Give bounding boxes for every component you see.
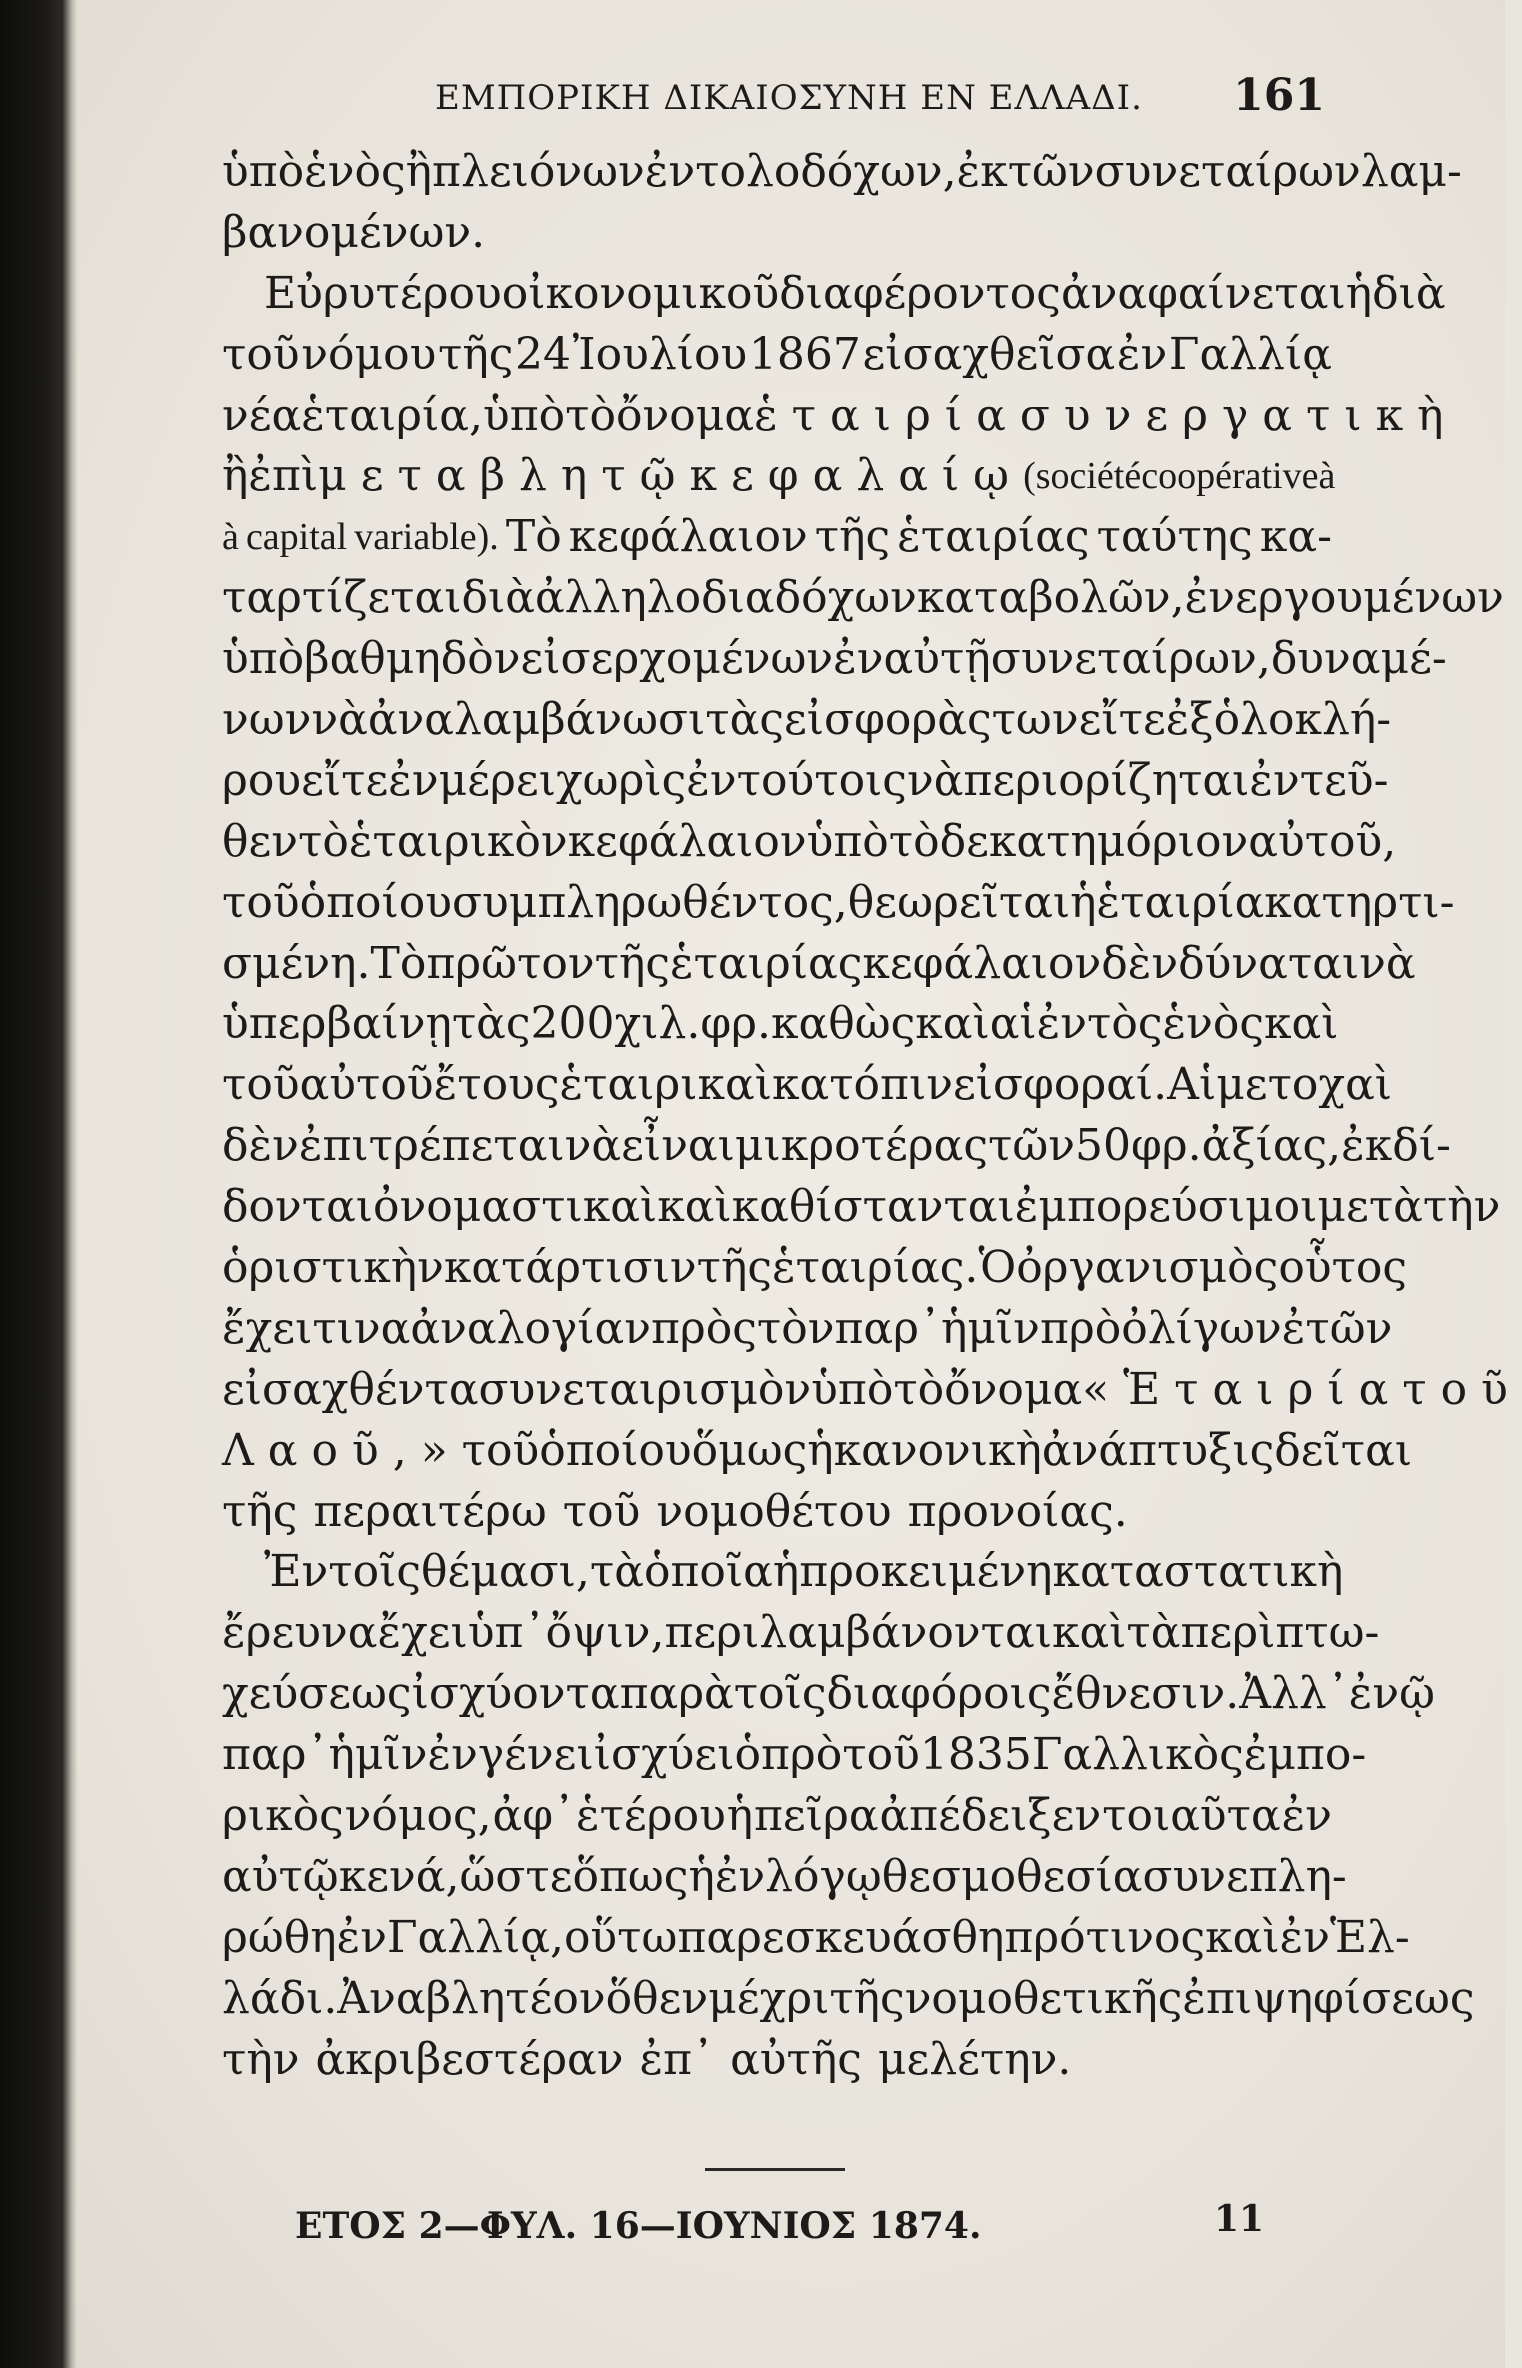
word: ἡμῖν <box>328 1729 428 1781</box>
text-line <box>222 386 1458 447</box>
word: ἰσχύοντα <box>411 1668 620 1720</box>
word: διαφόροις <box>826 1668 1052 1720</box>
word: τοῦ <box>562 1485 641 1537</box>
word: πλειόνων <box>432 146 645 197</box>
word: (société <box>1023 455 1142 498</box>
word: τῆς <box>222 1485 298 1537</box>
word: βαθμηδὸν <box>304 633 521 685</box>
word: χωρὶς <box>555 754 687 806</box>
word: εἰσαχθέντα <box>222 1363 479 1415</box>
word: ἡ <box>772 1546 800 1598</box>
word: ἑταιρικὸν <box>348 815 568 867</box>
word: αὐτῇ <box>883 633 991 685</box>
word: ὑπὸ <box>222 633 305 685</box>
word: νέα <box>222 389 302 441</box>
word: νόμου <box>301 328 437 380</box>
word: καὶ <box>657 1181 732 1233</box>
word: ἐν <box>1281 1790 1332 1842</box>
word: τὸ <box>893 1363 945 1415</box>
word: ἑταιρία <box>1096 876 1265 928</box>
word: αὐτῷ <box>222 1850 339 1902</box>
word: ἀναφαίνεται <box>1060 267 1346 319</box>
word: αὐτοῦ <box>299 1059 434 1111</box>
word: τῶν <box>1007 146 1095 197</box>
word: θεωρεῖται <box>847 876 1071 928</box>
word: ἐξ <box>1165 694 1214 746</box>
word: συνεταίρων <box>1094 146 1361 197</box>
word: ἑτέρου <box>575 1790 726 1842</box>
word: τὰ <box>589 1546 644 1598</box>
text-line <box>222 1603 1380 1664</box>
word: ὑπὸ <box>483 389 566 441</box>
word: αὐτοῦ, <box>1248 815 1397 867</box>
text-line <box>222 1177 1501 1238</box>
word: Γαλλίᾳ, <box>386 1911 564 1963</box>
word: τὰς <box>705 694 784 746</box>
word: ἡ <box>1070 876 1097 928</box>
book-spine-shadow <box>0 0 78 2368</box>
word: ἐν <box>336 1911 387 1963</box>
word: πρὸς <box>650 1302 757 1354</box>
word: τὸ <box>298 815 349 867</box>
word: θέμασι, <box>421 1546 590 1598</box>
word: ἡ <box>688 1850 715 1902</box>
word: ἰσχύει <box>593 1729 735 1781</box>
word: παρ᾽ <box>222 1729 329 1781</box>
word: ὀργανισμὸς <box>1016 1242 1279 1294</box>
word: εἰσφοραί. <box>952 1059 1168 1111</box>
word: Τὸ <box>370 937 427 989</box>
word: οἰκονομικοῦ <box>501 267 780 319</box>
word: μεταβλητῷ <box>318 450 690 502</box>
word: τινος <box>1085 1911 1206 1963</box>
word: περιλαμβάνονται <box>664 1607 1052 1659</box>
word: ὄψιν, <box>545 1607 665 1659</box>
word: Τὸ <box>505 511 562 563</box>
word: coopérative <box>1141 455 1319 498</box>
word: θεσμοθεσία <box>881 1850 1143 1902</box>
word: ὁποίου <box>539 1424 692 1476</box>
word: Ἑλ- <box>1329 1911 1410 1963</box>
word: νόμος, <box>344 1790 492 1842</box>
word: ἐντεῦ- <box>1249 754 1389 806</box>
word: τοῦ <box>842 1729 920 1781</box>
word: ὑπ᾽ <box>467 1607 546 1659</box>
word: ἀναλαμβάνωσι <box>367 694 706 746</box>
word: εἶναι <box>621 1120 735 1172</box>
text-line <box>222 812 1397 873</box>
word: ἔχει <box>222 1302 313 1354</box>
word: ὁποῖα <box>643 1546 773 1598</box>
word: τοῦ <box>461 1424 540 1476</box>
word: δεῖται <box>1274 1424 1413 1476</box>
word: ὅθεν <box>605 1972 709 2024</box>
word: εἴτε <box>301 754 389 806</box>
word: φρ. <box>1130 1120 1202 1172</box>
word: ἐκ <box>956 146 1008 197</box>
word: συμπληρωθέντος, <box>451 876 848 928</box>
word: ἐπὶ <box>248 450 319 502</box>
word: ὑπὸ <box>806 815 889 867</box>
text-line <box>222 2030 1332 2091</box>
word: μελέτην. <box>877 2033 1072 2085</box>
word: μετοχαὶ <box>1216 1059 1393 1111</box>
word: πεῖρα <box>754 1790 879 1842</box>
word: ὑπὸ <box>222 146 305 197</box>
word: οὕτω <box>563 1911 678 1963</box>
word: προκειμένη <box>799 1546 1053 1598</box>
text-line <box>222 203 1332 264</box>
word: καταβολῶν, <box>916 572 1185 624</box>
word: Λαοῦ,» <box>222 1424 462 1476</box>
word: τὸ <box>888 815 940 867</box>
word: Ἐν <box>264 1546 329 1598</box>
footer-sheet-number: 11 <box>1214 2198 1265 2240</box>
word: τοῦ <box>222 876 300 928</box>
word: ἡ <box>807 1424 834 1476</box>
word: ὄνομα <box>616 389 755 441</box>
word: καθίστανται <box>731 1181 1015 1233</box>
word: τοῦ <box>1402 1363 1522 1415</box>
text-line <box>222 1542 1344 1603</box>
word: κατηρτι- <box>1264 876 1455 928</box>
word: καὶ <box>1264 998 1339 1050</box>
word: ἐμπο- <box>1243 1729 1367 1781</box>
footer-signature: ΕΤΟΣ 2—ΦΥΛ. 16—ΙΟΥΝΙΟΣ 1874. <box>295 2205 982 2247</box>
text-line <box>222 1482 1332 1543</box>
word: σμένη. <box>222 937 371 989</box>
word: μέρει <box>438 754 556 806</box>
word: ἡμῖν <box>940 1302 1040 1354</box>
word: λόγῳ <box>765 1850 882 1902</box>
word: παρ᾽ <box>834 1302 941 1354</box>
word: μέχρι <box>708 1972 830 2024</box>
word: μικροτέρας <box>734 1120 988 1172</box>
word: à <box>1318 455 1336 498</box>
word: κεφαλαίῳ <box>689 450 1024 502</box>
word: ἑταιρικαὶ <box>559 1059 772 1111</box>
word: ἡ <box>1345 267 1373 319</box>
word: ἐν <box>686 754 737 806</box>
body-text <box>222 142 1522 2091</box>
word: διὰ <box>461 572 535 624</box>
text-line <box>222 1055 1393 1116</box>
word: ἐνεργουμένων <box>1184 572 1504 624</box>
word: τοιαῦτα <box>1102 1790 1281 1842</box>
word: εἰσερχομένων <box>520 633 834 685</box>
word: πρὸ <box>1039 1302 1122 1354</box>
word: τὴν <box>222 2033 300 2085</box>
text-line <box>222 1421 1413 1482</box>
text-line <box>222 142 1462 203</box>
word: ὑπὸ <box>811 1363 894 1415</box>
word: νων <box>222 694 312 746</box>
word: τὰς <box>451 998 531 1050</box>
page-number: 161 <box>1233 70 1325 121</box>
word: ἡ <box>726 1790 754 1842</box>
word: νομοθετικῆς <box>904 1972 1183 2024</box>
word: παρεσκευάσθη <box>677 1911 1005 1963</box>
word: περὶ <box>1180 1607 1276 1659</box>
word: capital <box>245 516 348 559</box>
text-line <box>222 568 1504 629</box>
text-line <box>222 690 1392 751</box>
word: τὸ <box>565 389 617 441</box>
word: εἴτε <box>1078 694 1166 746</box>
word: ἐκδί- <box>1341 1120 1451 1172</box>
word: Αἱ <box>1167 1059 1217 1111</box>
word: πρῶτον <box>426 937 595 989</box>
word: ἑταιρία, <box>301 389 484 441</box>
word: χεύσεως <box>222 1668 412 1720</box>
word: τῶν <box>987 1120 1075 1172</box>
word: ἐν <box>714 1850 766 1902</box>
word: τινα <box>312 1302 411 1354</box>
text-line <box>222 446 1336 507</box>
word: à <box>222 516 239 559</box>
word: ἐν <box>1279 1911 1330 1963</box>
word: κατόπιν <box>772 1059 953 1111</box>
text-line <box>222 1664 1436 1725</box>
word: κεφάλαιον <box>862 937 1102 989</box>
word: ἀπέδειξεν <box>879 1790 1102 1842</box>
word: 1835 <box>919 1729 1032 1781</box>
word: 200 <box>530 998 615 1050</box>
word: αὐτῆς <box>730 2033 862 2085</box>
word: ταρτίζεται <box>222 572 462 624</box>
word: προνοίας. <box>907 1485 1128 1537</box>
word: ἐν <box>833 633 884 685</box>
word: συνεπλη- <box>1142 1850 1347 1902</box>
word: αἱ <box>989 998 1037 1050</box>
word: 50 <box>1074 1120 1131 1172</box>
text-line <box>222 751 1389 812</box>
word: τοῦ <box>222 328 300 380</box>
text-line <box>222 873 1455 934</box>
word: τὸν <box>756 1302 835 1354</box>
word: καὶ <box>1051 1607 1127 1659</box>
word: τῆς <box>437 328 514 380</box>
text-line <box>222 1847 1347 1908</box>
text-line <box>222 507 1332 568</box>
word: τῆς <box>696 1242 772 1294</box>
word: χιλ. <box>614 998 701 1050</box>
word: ἔθνεσιν. <box>1051 1668 1240 1720</box>
word: συνεταιρισμὸν <box>478 1363 812 1415</box>
word: τοῖς <box>328 1546 422 1598</box>
word: δυναμέ- <box>1270 633 1447 685</box>
word: νομοθέτου <box>656 1485 892 1537</box>
word: ἢ <box>222 450 249 502</box>
word: ρου <box>222 754 302 806</box>
word: Γαλλικὸς <box>1031 1729 1244 1781</box>
word: ὅμως <box>691 1424 808 1476</box>
word: ὥστε <box>459 1850 573 1902</box>
text-line <box>222 1299 1393 1360</box>
word: ἑταιρίας <box>669 937 863 989</box>
word: θεν <box>222 815 299 867</box>
text-line <box>222 629 1447 690</box>
word: περαιτέρω <box>313 1485 547 1537</box>
word: ὁ <box>734 1729 761 1781</box>
word: συνεργατικὴ <box>1019 389 1458 441</box>
word: τὴν <box>1422 1181 1501 1233</box>
running-title: ΕΜΠΟΡΙΚΗ ΔΙΚΑΙΟΣΥΝΗ ΕΝ ΕΛΛΑΔΙ. <box>435 78 1143 118</box>
word: Εὐρυτέρου <box>264 267 502 319</box>
word: Ἀλλ᾽ <box>1239 1668 1349 1720</box>
word: ἑταιρίας <box>897 511 1090 563</box>
word: νὰ <box>311 694 368 746</box>
word: οὗτος <box>1278 1242 1408 1294</box>
text-line <box>222 325 1332 386</box>
word: ἐπιτρέπεται <box>298 1120 565 1172</box>
word: κενά, <box>338 1850 460 1902</box>
word: ἐντολοδόχων, <box>644 146 957 197</box>
word: βανομένων. <box>222 206 486 258</box>
word: κεφάλαιον <box>568 511 808 563</box>
word: κατάρτισιν <box>443 1242 697 1294</box>
text-line <box>222 1116 1451 1177</box>
word: δὲν <box>222 1120 299 1172</box>
word: Ὁ <box>978 1242 1017 1294</box>
word: ρώθη <box>222 1911 337 1963</box>
word: λαμ- <box>1360 146 1462 197</box>
word: ὁποίου <box>299 876 452 928</box>
word: λάδι. <box>222 1972 338 2024</box>
word: τῆς <box>814 511 891 563</box>
word: ἐν <box>427 1729 478 1781</box>
text-line <box>222 1238 1408 1299</box>
word: τοῖς <box>733 1668 827 1720</box>
word: νὰ <box>906 754 964 806</box>
word: πρό <box>1004 1911 1086 1963</box>
word: variable). <box>354 516 499 559</box>
word: ἀνάπτυξις <box>1041 1424 1275 1476</box>
text-line <box>222 1908 1410 1969</box>
word: νὰ <box>564 1120 622 1172</box>
word: γένει <box>477 1729 594 1781</box>
word: ἀλληλοδιαδόχων <box>534 572 917 624</box>
word: ἑταιρία <box>754 389 1020 441</box>
word: εἰσφορὰς <box>783 694 992 746</box>
word: ὀνομαστικαὶ <box>373 1181 658 1233</box>
word: ἐπ᾽ <box>639 2033 715 2085</box>
word: ἀξίας, <box>1201 1120 1342 1172</box>
word: ἐτῶν <box>1281 1302 1393 1354</box>
word: ὑπερβαίνῃ <box>222 998 452 1050</box>
word: ἑταιρίας. <box>771 1242 979 1294</box>
word: δὲν <box>1101 937 1179 989</box>
text-line <box>222 1725 1367 1786</box>
word: ἀναλογίαν <box>410 1302 651 1354</box>
word: ἔτους <box>433 1059 560 1111</box>
word: δεκατημόριον <box>939 815 1249 867</box>
word: ὀλίγων <box>1121 1302 1282 1354</box>
text-line <box>222 1786 1332 1847</box>
word: κα- <box>1259 511 1332 563</box>
word: μετὰ <box>1317 1181 1423 1233</box>
word: ἔρευνα <box>222 1607 378 1659</box>
word: καὶ <box>915 998 990 1050</box>
word: ἑνὸς <box>1162 998 1265 1050</box>
word: κεφάλαιον <box>567 815 807 867</box>
word: φρ. <box>700 998 771 1050</box>
page-header <box>225 68 1325 128</box>
word: «Ἑταιρία <box>1082 1363 1403 1415</box>
word: ἀφ᾽ <box>492 1790 576 1842</box>
word: εἰσαχθεῖσα <box>862 328 1116 380</box>
text-line <box>222 934 1416 995</box>
word: ρικὸς <box>222 1790 344 1842</box>
word: Ἀναβλητέον <box>337 1972 606 2024</box>
word: κανονικὴ <box>833 1424 1042 1476</box>
word: Γαλλίᾳ <box>1168 328 1332 380</box>
word: καταστατικὴ <box>1052 1546 1344 1598</box>
text-line <box>222 994 1339 1055</box>
word: ἢ <box>405 146 433 197</box>
word: διαφέροντος <box>779 267 1061 319</box>
word: ἐμπορεύσιμοι <box>1014 1181 1318 1233</box>
word: καθὼς <box>771 998 916 1050</box>
word: ὁριστικὴν <box>222 1242 444 1294</box>
word: Ἰουλίου <box>572 328 748 380</box>
word: δύναται <box>1178 937 1360 989</box>
word: ταύτης <box>1096 511 1253 563</box>
word: τῆς <box>594 937 670 989</box>
word: ἔχει <box>377 1607 468 1659</box>
word: ἀκριβεστέραν <box>315 2033 624 2085</box>
word: ἐν <box>388 754 439 806</box>
word: ἐντὸς <box>1036 998 1163 1050</box>
word: πρὸ <box>760 1729 843 1781</box>
word: τοῦ <box>222 1059 300 1111</box>
word: 1867 <box>748 328 861 380</box>
text-line <box>222 1360 1522 1421</box>
word: παρὰ <box>619 1668 734 1720</box>
word: καὶ <box>1205 1911 1280 1963</box>
word: ὁλοκλή- <box>1213 694 1392 746</box>
word: περιορίζηται <box>963 754 1250 806</box>
word: ὅπως <box>572 1850 689 1902</box>
word: των <box>991 694 1079 746</box>
word: τὰ <box>1126 1607 1181 1659</box>
word: ἐνῷ <box>1348 1668 1436 1720</box>
word: δονται <box>222 1181 374 1233</box>
footnote-rule <box>705 2168 845 2171</box>
word: ἐπιψηφίσεως <box>1182 1972 1475 2024</box>
word: νὰ <box>1359 937 1416 989</box>
word: ἐν <box>1116 328 1168 380</box>
text-line <box>222 264 1446 325</box>
word: τῆς <box>829 1972 905 2024</box>
word: τούτοις <box>736 754 907 806</box>
word: συνεταίρων, <box>990 633 1271 685</box>
word: ὄνομα <box>944 1363 1083 1415</box>
word: πτω- <box>1275 1607 1380 1659</box>
word: ἑνὸς <box>304 146 406 197</box>
word: 24 <box>515 328 571 380</box>
text-line <box>222 1969 1475 2030</box>
word: διὰ <box>1372 267 1446 319</box>
